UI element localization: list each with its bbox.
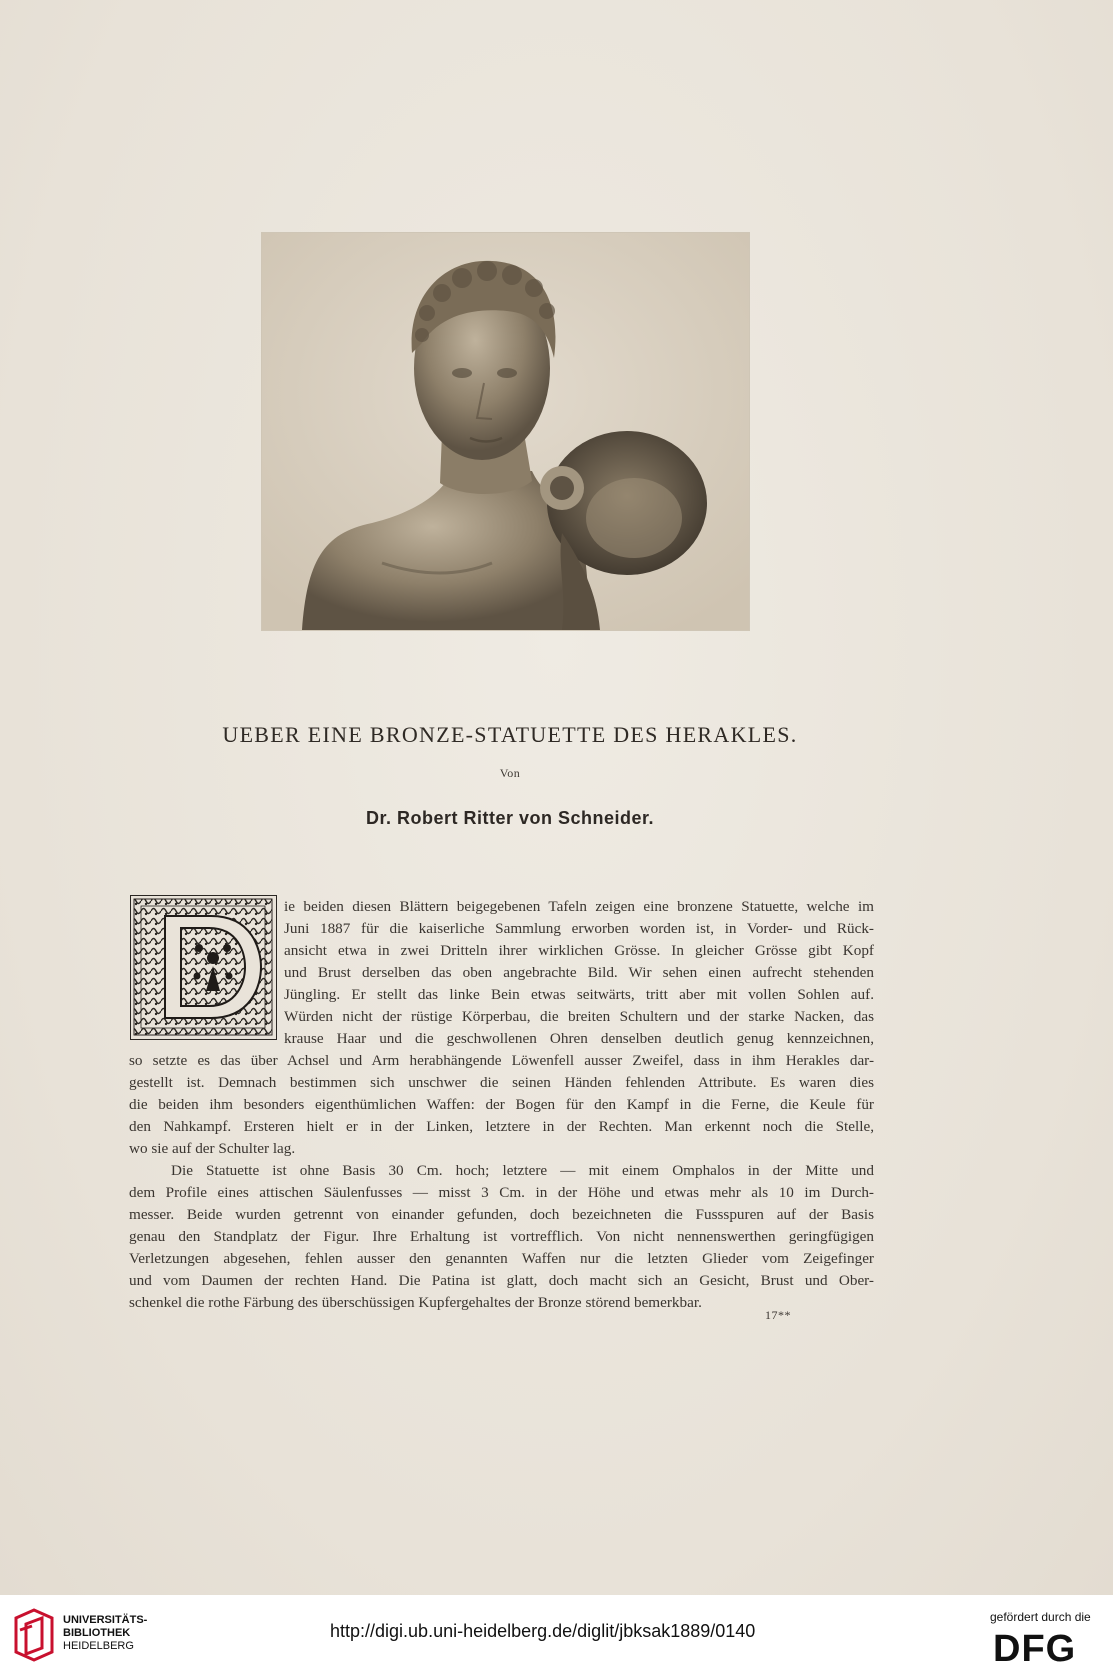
permalink-url[interactable]: http://digi.ub.uni-heidelberg.de/diglit/jbksak1889/0140	[330, 1621, 756, 1641]
text-line: und Brust derselben das oben angebrachte Bild. Wir sehen einen aufrecht stehenden	[284, 964, 874, 981]
library-name-line: HEIDELBERG	[63, 1640, 134, 1652]
text-line: schenkel die rothe Färbung des überschüssigen Kupfergehaltes der Bronze störend bemerkbar.	[129, 1294, 702, 1311]
text-line: messer. Beide wurden getrennt von einander gefunden, doch bezeichneten die Fussspuren auf der Basis	[129, 1206, 874, 1223]
sponsor-label: gefördert durch die	[990, 1610, 1091, 1624]
library-name	[63, 1614, 147, 1653]
text-line: und vom Daumen der rechten Hand. Die Patina ist glatt, doch macht sich an Gesicht, Brust und Ober-	[129, 1272, 874, 1289]
text-line: die beiden ihm besonders eigenthümlichen Waffen: der Bogen für den Kampf in die Ferne, die Keule für	[129, 1096, 874, 1113]
digitization-footer	[0, 1595, 1113, 1677]
text-line: Juni 1887 für die kaiserliche Sammlung erworben worden ist, in Vorder- und Rück-	[284, 920, 874, 937]
text-line: ansicht etwa in zwei Dritteln ihrer wirklichen Grösse. In gleicher Grösse gibt Kopf	[284, 942, 874, 959]
text-line: genau den Standplatz der Figur. Ihre Erhaltung ist vortrefflich. Von nicht nennenswerthen geringfügigen	[129, 1228, 874, 1245]
byline-prefix: Von	[499, 766, 521, 780]
article-title: UEBER EINE BRONZE-STATUETTE DES HERAKLES.	[222, 722, 798, 747]
author-name: Dr. Robert Ritter von Schneider.	[365, 808, 655, 828]
text-line: ie beiden diesen Blättern beigegebenen Tafeln zeigen eine bronzene Statuette, welche im	[284, 898, 874, 915]
text-line: Würden nicht der rüstige Körperbau, die breiten Schultern und der starke Nacken, das	[284, 1008, 874, 1025]
page-number: 17**	[765, 1308, 791, 1322]
text-line: so setzte es das über Achsel und Arm herabhängende Löwenfell ausser Zweifel, dass in ihm Herakles dar-	[129, 1052, 874, 1069]
dfg-logo: DFG	[993, 1628, 1077, 1670]
body-paragraph-1	[129, 896, 874, 1160]
text-line: Die Statuette ist ohne Basis 30 Cm. hoch; letztere — mit einem Omphalos in der Mitte und	[171, 1162, 874, 1179]
text-line: krause Haar und die geschwollenen Ohren denselben deutlich genug kennzeichnen,	[284, 1030, 874, 1047]
body-paragraph-2	[129, 1160, 874, 1314]
bust-illustration	[262, 233, 749, 630]
library-name-line: UNIVERSITÄTS-	[63, 1614, 148, 1626]
text-line: den Nahkampf. Ersteren hielt er in der Linken, letztere in der Rechten. Man erkennt noch die Stelle,	[129, 1118, 874, 1135]
text-line: Jüngling. Er stellt das linke Bein etwas seitwärts, tritt aber mit vollen Sohlen auf.	[284, 986, 874, 1003]
text-line: dem Profile eines attischen Säulenfusses — misst 3 Cm. in der Höhe und etwas mehr als 10 im Durch-	[129, 1184, 874, 1201]
text-line: wo sie auf der Schulter lag.	[129, 1140, 296, 1157]
text-line: Verletzungen abgesehen, fehlen ausser den genannten Waffen nur die letzten Glieder vom Zeigefinger	[129, 1250, 874, 1267]
university-library-logo-icon	[12, 1608, 56, 1662]
library-name-line: BIBLIOTHEK	[63, 1627, 131, 1639]
photo-plate	[262, 233, 749, 630]
text-line: gestellt ist. Demnach bestimmen sich unschwer die seinen Händen fehlenden Attribute. Es waren dies	[129, 1074, 874, 1091]
